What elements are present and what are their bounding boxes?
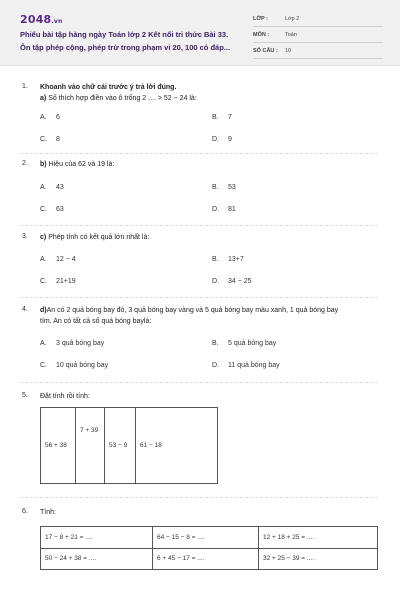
meta-class — [253, 13, 383, 27]
meta-subject-value: Toán — [285, 32, 297, 38]
question-4-body-line2: tím. An có tất cả số quả bóng baylà: — [40, 318, 152, 325]
worksheet-title-line1: Phiếu bài tập hàng ngày Toán lớp 2 Kết nối tri thức Bài 33. — [20, 30, 229, 39]
meta-count-label: SỐ CÂU : — [253, 48, 278, 54]
calc-expression-table — [40, 526, 378, 570]
question-1-label: a) — [40, 95, 47, 102]
question-6-text: Tính: — [40, 509, 56, 516]
divider — [20, 497, 378, 498]
question-2-label: b) — [40, 161, 47, 168]
divider — [20, 382, 378, 383]
divider — [20, 153, 378, 154]
logo-text: 2048 — [20, 13, 52, 26]
worksheet-title-line2: Ôn tập phép cộng, phép trừ trong phạm vi 20, 100 có đáp... — [20, 43, 231, 52]
question-1-text — [40, 93, 197, 104]
meta-subject — [253, 29, 383, 43]
q3-option-b[interactable]: B. 13+7 — [212, 256, 244, 263]
calc-cell-2[interactable]: 7 + 39 — [76, 408, 105, 484]
question-4-body-line1: An có 2 quả bóng bay đỏ, 3 quả bóng bay vàng và 5 quả bóng bay màu xanh, 1 quả bóng bay — [46, 307, 339, 314]
question-3-number: 3. — [22, 233, 28, 240]
q2-option-b[interactable]: B. 53 — [212, 184, 236, 191]
meta-question-count — [253, 45, 383, 59]
question-5-number: 5. — [22, 392, 28, 399]
question-4-number: 4. — [22, 306, 28, 313]
question-1-instruction: Khoanh vào chữ cái trước ý trả lời đúng. — [40, 84, 177, 91]
q1-option-b[interactable]: B. 7 — [212, 114, 232, 121]
question-2-number: 2. — [22, 160, 28, 167]
expr-cell-r2c2[interactable]: 6 + 45 − 17 = .... — [153, 548, 259, 570]
expr-cell-r2c1[interactable]: 50 − 24 + 38 = .... — [41, 548, 153, 570]
q1-option-d[interactable]: D. 9 — [212, 136, 232, 143]
q4-option-c[interactable]: C. 10 quả bóng bay — [40, 362, 109, 369]
question-3-text — [40, 232, 149, 243]
site-logo[interactable] — [20, 13, 62, 26]
question-6-number: 6. — [22, 508, 28, 515]
expr-cell-r2c3[interactable]: 32 + 25 − 39 = .... — [259, 548, 378, 570]
q3-option-a[interactable]: A. 12 − 4 — [40, 256, 76, 263]
question-2-text — [40, 159, 114, 170]
meta-subject-label: MÔN : — [253, 32, 270, 38]
divider — [20, 297, 378, 298]
q2-option-d[interactable]: D. 81 — [212, 206, 236, 213]
worksheet-header — [0, 0, 400, 66]
calc-cell-3[interactable]: 53 − 9 — [105, 408, 136, 484]
question-1-body: Số thích hợp điền vào ô trống 2 .... > 52 − 24 là: — [48, 95, 197, 102]
q1-option-c[interactable]: C. 8 — [40, 136, 60, 143]
meta-class-value: Lớp 2 — [285, 16, 300, 22]
calc-vertical-table — [40, 407, 218, 484]
divider — [20, 225, 378, 226]
q4-option-a[interactable]: A. 3 quả bóng bay — [40, 340, 105, 347]
q2-option-c[interactable]: C. 63 — [40, 206, 64, 213]
question-4-text — [40, 305, 380, 327]
question-1-number: 1. — [22, 83, 28, 90]
q4-option-b[interactable]: B. 5 quả bóng bay — [212, 340, 277, 347]
logo-suffix: .vn — [51, 18, 63, 25]
q4-option-d[interactable]: D. 11 quả bóng bay — [212, 362, 280, 369]
question-5-text: Đặt tính rồi tính: — [40, 393, 90, 400]
q2-option-a[interactable]: A. 43 — [40, 184, 64, 191]
q3-option-d[interactable]: D. 34 − 25 — [212, 278, 252, 285]
question-3-body: Phép tính có kết quả lớn nhất là: — [48, 234, 150, 241]
expr-cell-r1c2[interactable]: 64 − 15 − 8 = .... — [153, 527, 259, 549]
q3-option-c[interactable]: C. 21+19 — [40, 278, 76, 285]
expr-cell-r1c3[interactable]: 12 + 18 + 25 = .... — [259, 527, 378, 549]
calc-cell-1[interactable]: 56 + 38 — [41, 408, 76, 484]
question-4-label: d) — [40, 307, 47, 314]
question-3-label: c) — [40, 234, 47, 241]
q1-option-a[interactable]: A. 6 — [40, 114, 60, 121]
expr-cell-r1c1[interactable]: 17 − 8 + 21 = .... — [41, 527, 153, 549]
meta-count-value: 10 — [285, 48, 292, 54]
calc-cell-4[interactable]: 61 − 18 — [136, 408, 218, 484]
meta-class-label: LỚP : — [253, 16, 268, 22]
question-2-body: Hiệu của 62 và 19 là: — [48, 161, 115, 168]
